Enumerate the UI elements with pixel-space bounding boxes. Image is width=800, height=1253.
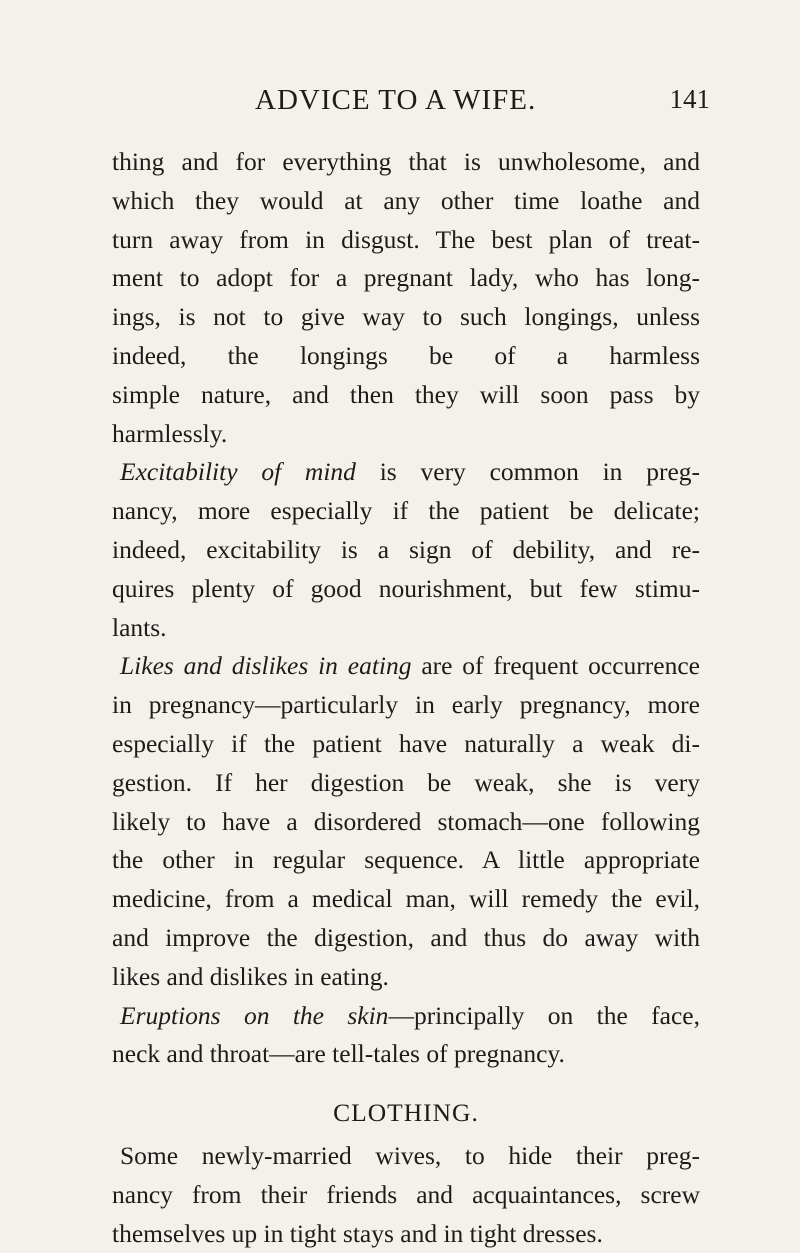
paragraph-first-line (112, 997, 700, 1036)
italic-lead-term: Likes and dislikes in eating (120, 651, 412, 681)
paragraph-first-line: Some newly-married wives, to hide their preg- (120, 1140, 700, 1170)
text-line: indeed, excitability is a sign of debility, and re- (112, 534, 700, 564)
text-line: simple nature, and then they will soon pass by (112, 379, 700, 409)
text-line: thing and for everything that is unwholesome, and (112, 147, 700, 176)
text-line: medicine, from a medical man, will remedy the evil, (112, 884, 700, 914)
line-remainder: —principally on the face, (388, 1000, 700, 1030)
running-head (255, 84, 710, 124)
text-line: quires plenty of good nourishment, but few stimu- (112, 573, 700, 603)
italic-lead-term: Eruptions on the skin (120, 1000, 389, 1030)
text-line: in pregnancy—particularly in early pregnancy, more (112, 690, 700, 720)
text-line: the other in regular sequence. A little appropriate (112, 845, 700, 875)
text-line: nancy from their friends and acquaintances, screw (112, 1179, 700, 1209)
text-line: ings, is not to give way to such longings, unless (112, 302, 700, 332)
body-text (112, 143, 700, 1253)
text-line: neck and throat—are tell-tales of pregnancy. (112, 1039, 565, 1069)
paragraph-first-line (112, 453, 700, 492)
header-title: ADVICE TO A WIFE. (255, 84, 537, 116)
text-line: harmlessly. (112, 418, 228, 448)
text-line: and improve the digestion, and thus do away with (112, 922, 700, 952)
text-line: turn away from in disgust. The best plan of treat- (112, 224, 700, 254)
line-remainder: are of frequent occurrence (411, 651, 700, 681)
text-line: gestion. If her digestion be weak, she is very (112, 767, 700, 797)
paragraph-first-line (112, 647, 700, 686)
text-line: especially if the patient have naturally a weak di- (112, 728, 700, 758)
text-line: nancy, more especially if the patient be delicate; (112, 496, 700, 526)
text-line: likes and dislikes in eating. (112, 961, 389, 991)
text-line: ment to adopt for a pregnant lady, who has long- (112, 263, 700, 293)
text-line: likely to have a disordered stomach—one following (112, 806, 700, 836)
text-line: indeed, the longings be of a harmless (112, 340, 700, 370)
section-heading: CLOTHING. (333, 1098, 479, 1128)
text-line: which they would at any other time loathe and (112, 185, 700, 215)
page-number: 141 (669, 84, 710, 114)
text-line: lants. (112, 612, 167, 642)
text-line: themselves up in tight stays and in tight dresses. (112, 1218, 603, 1248)
line-remainder: is very common in preg- (355, 457, 701, 487)
italic-lead-term: Excitability of mind (120, 457, 356, 487)
